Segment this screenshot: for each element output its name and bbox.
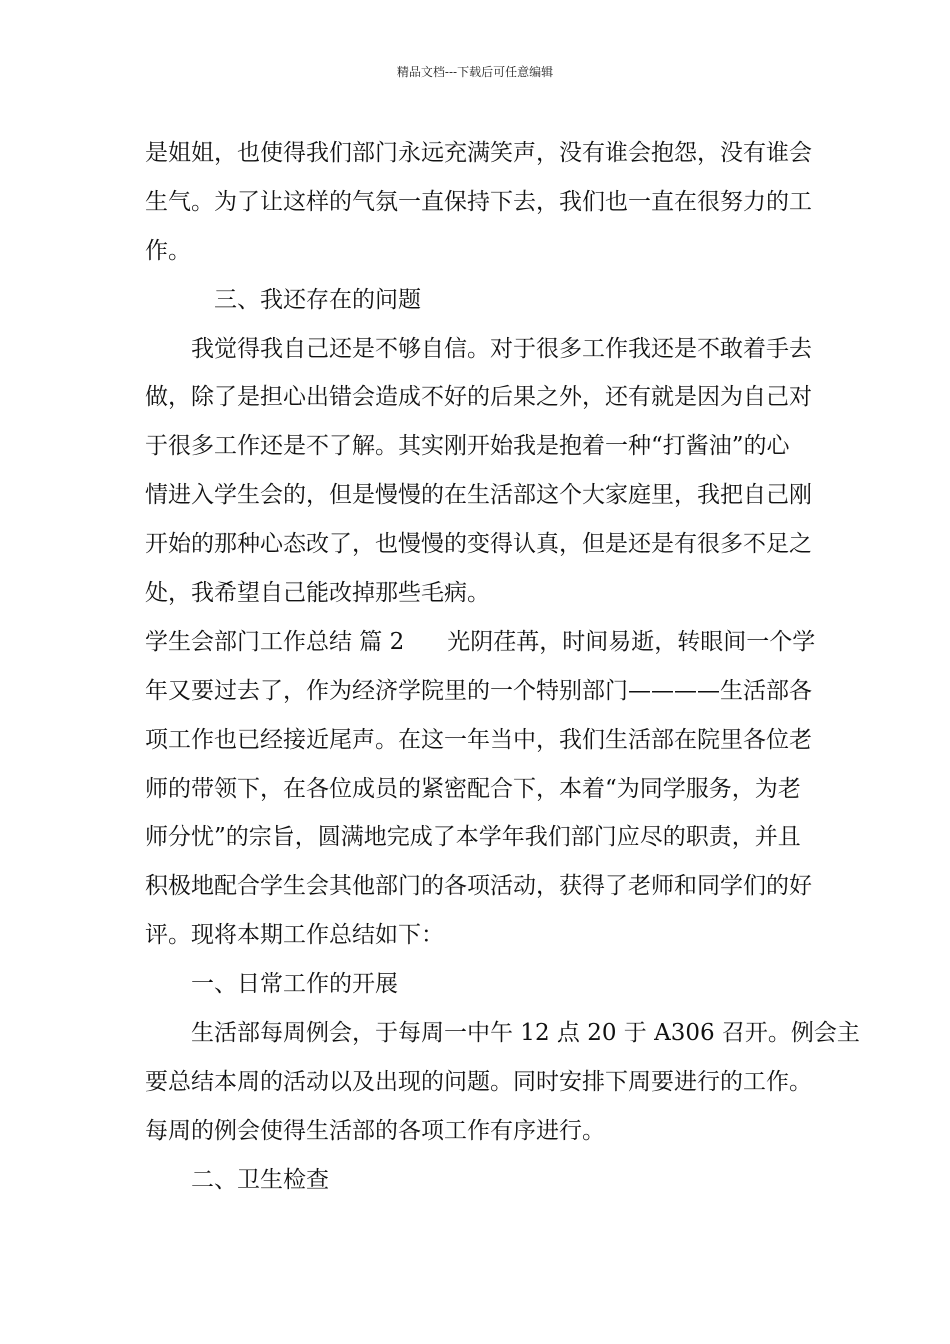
paragraph-line: 于很多工作还是不了解。其实刚开始我是抱着一种“打酱油”的心 [145, 433, 790, 460]
section-heading: 一、日常工作的开展 [191, 971, 398, 998]
paragraph-line: 生气。为了让这样的气氛一直保持下去，我们也一直在很努力的工 [145, 188, 812, 215]
article-title-line [145, 618, 816, 667]
paragraph-line: 作。 [145, 237, 191, 264]
paragraph-line: 是姐姐，也使得我们部门永远充满笑声，没有谁会抱怨，没有谁会 [145, 140, 812, 166]
paragraph-line: 项工作也已经接近尾声。在这一年当中，我们生活部在院里各位老 [145, 726, 812, 753]
paragraph-line: 要总结本周的活动以及出现的问题。同时安排下周要进行的工作。 [145, 1068, 812, 1095]
page-header: 精品文档---下载后可任意编辑 [396, 65, 554, 79]
paragraph-text: 光阴荏苒，时间易逝，转眼间一个学 [447, 628, 816, 655]
paragraph-line: 积极地配合学生会其他部门的各项活动，获得了老师和同学们的好 [145, 873, 812, 900]
section-heading: 二、卫生检查 [191, 1166, 329, 1193]
section-heading: 三、我还存在的问题 [214, 286, 421, 313]
paragraph-line: 生活部每周例会，于每周一中午 12 点 20 于 A306 召开。例会主 [191, 1020, 860, 1047]
paragraph-line: 评。现将本期工作总结如下： [145, 922, 444, 949]
paragraph-line: 开始的那种心态改了，也慢慢的变得认真，但是还是有很多不足之 [145, 531, 812, 558]
paragraph-line: 师的带领下，在各位成员的紧密配合下，本着“为同学服务，为老 [145, 775, 801, 802]
article-title: 学生会部门工作总结 篇 2 [145, 628, 405, 655]
paragraph-line: 年又要过去了，作为经济学院里的一个特别部门————生活部各 [145, 677, 812, 704]
paragraph-line: 我觉得我自己还是不够自信。对于很多工作我还是不敢着手去 [191, 335, 812, 362]
paragraph-line: 情进入学生会的，但是慢慢的在生活部这个大家庭里，我把自己刚 [145, 482, 812, 509]
paragraph-line: 处，我希望自己能改掉那些毛病。 [145, 580, 490, 607]
paragraph-line: 师分忧”的宗旨，圆满地完成了本学年我们部门应尽的职责，并且 [145, 824, 801, 851]
paragraph-line: 做，除了是担心出错会造成不好的后果之外，还有就是因为自己对 [145, 384, 812, 411]
paragraph-line: 每周的例会使得生活部的各项工作有序进行。 [145, 1117, 605, 1144]
document-body [145, 129, 860, 1205]
